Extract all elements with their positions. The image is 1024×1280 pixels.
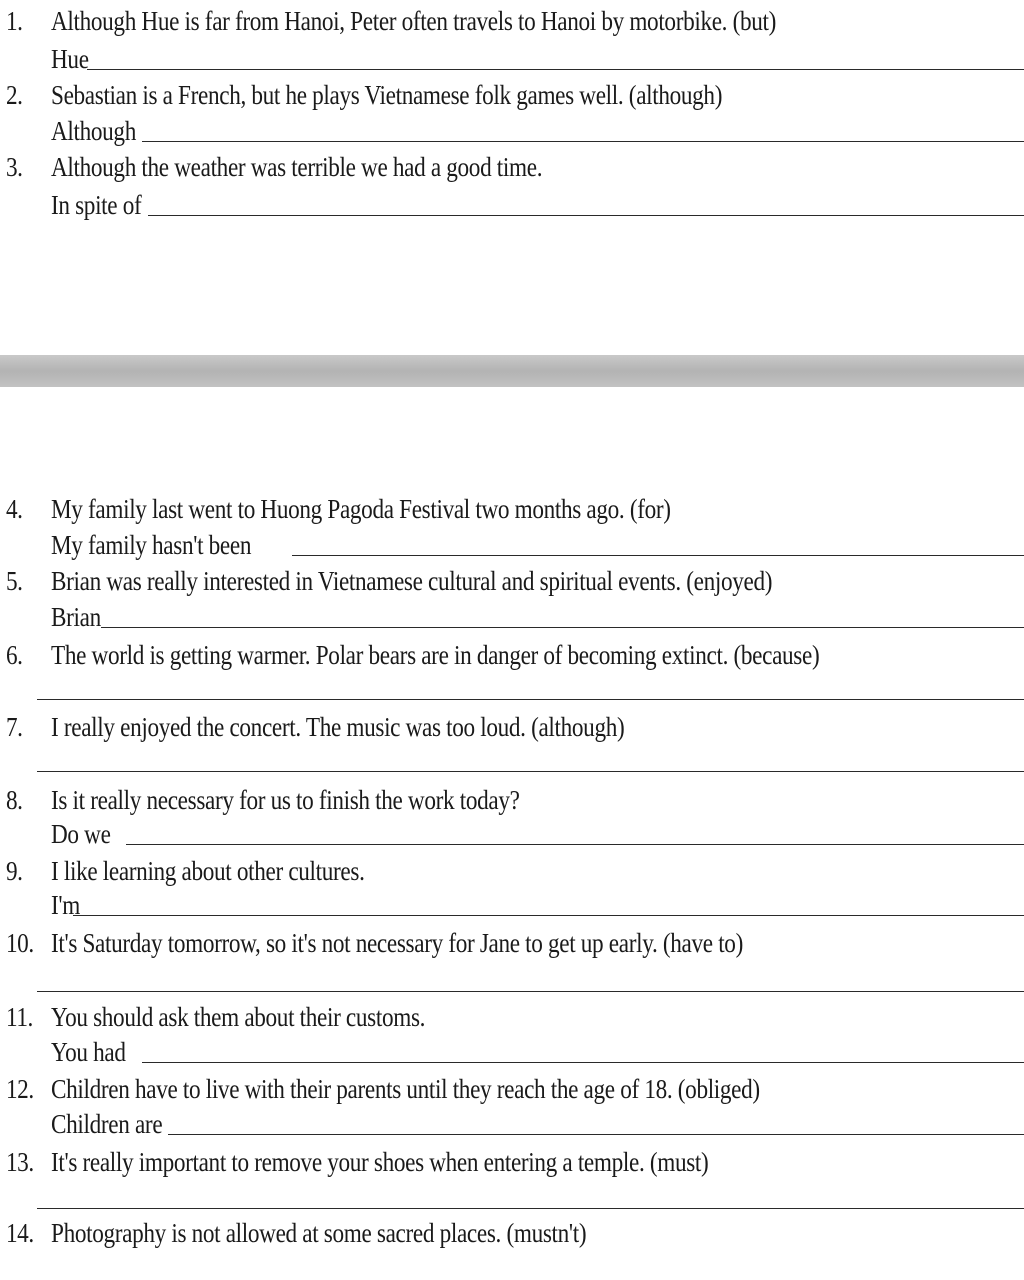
answer-stem: Brian — [51, 602, 101, 632]
question-prompt: Sebastian is a French, but he plays Vietnamese folk games well. (although) — [51, 80, 723, 110]
question-prompt: Brian was really interested in Vietnamese cultural and spiritual events. (enjoyed) — [51, 566, 773, 596]
answer-stem: In spite of — [51, 190, 142, 220]
question-number: 4. — [6, 494, 23, 524]
question-prompt: Although the weather was terrible we had a good time. — [51, 152, 543, 182]
question-prompt: My family last went to Huong Pagoda Festival two months ago. (for) — [51, 494, 671, 524]
answer-stem: I'm — [51, 890, 80, 920]
question-number: 7. — [6, 712, 23, 742]
answer-blank[interactable] — [168, 1133, 1024, 1135]
answer-stem: Although — [51, 116, 136, 146]
question-prompt: Is it really necessary for us to finish the work today? — [51, 785, 520, 815]
page-gap — [0, 387, 1024, 487]
question-number: 11. — [6, 1002, 33, 1032]
worksheet-top-section — [0, 0, 1024, 355]
question-number: 12. — [6, 1074, 34, 1104]
answer-line[interactable] — [51, 1035, 1024, 1069]
answer-line[interactable] — [51, 114, 1024, 148]
answer-stem: You had — [51, 1037, 126, 1067]
question-number: 1. — [6, 6, 23, 36]
question-number: 2. — [6, 80, 23, 110]
answer-stem: Do we — [51, 819, 111, 849]
question-number: 5. — [6, 566, 23, 596]
answer-blank[interactable] — [73, 914, 1024, 916]
answer-line[interactable] — [51, 888, 1024, 922]
answer-line[interactable] — [51, 672, 1024, 706]
answer-line[interactable] — [51, 964, 1024, 998]
answer-line[interactable] — [51, 744, 1024, 778]
answer-line[interactable] — [51, 528, 1024, 562]
question-prompt: Children have to live with their parents until they reach the age of 18. (obliged) — [51, 1074, 760, 1104]
answer-stem: My family hasn't been — [51, 530, 252, 560]
answer-blank[interactable] — [37, 1207, 1024, 1209]
question-number: 9. — [6, 856, 23, 886]
answer-blank[interactable] — [142, 140, 1024, 142]
answer-line[interactable] — [51, 600, 1024, 634]
answer-blank[interactable] — [37, 698, 1024, 700]
answer-line[interactable] — [51, 1181, 1024, 1215]
question-prompt: Photography is not allowed at some sacred places. (mustn't) — [51, 1218, 587, 1248]
answer-line[interactable] — [51, 188, 1024, 222]
question-prompt: It's really important to remove your shoes when entering a temple. (must) — [51, 1147, 709, 1177]
answer-blank[interactable] — [101, 626, 1024, 628]
answer-line[interactable] — [51, 817, 1024, 851]
answer-stem: Children are — [51, 1109, 163, 1139]
answer-blank[interactable] — [87, 68, 1024, 70]
question-prompt: Although Hue is far from Hanoi, Peter often travels to Hanoi by motorbike. (but) — [51, 6, 777, 36]
answer-blank[interactable] — [148, 214, 1024, 216]
answer-line[interactable] — [51, 1107, 1024, 1141]
answer-stem: Hue — [51, 44, 89, 74]
question-prompt: It's Saturday tomorrow, so it's not necessary for Jane to get up early. (have to) — [51, 928, 743, 958]
question-prompt: The world is getting warmer. Polar bears are in danger of becoming extinct. (because) — [51, 640, 820, 670]
question-number: 8. — [6, 785, 23, 815]
answer-blank[interactable] — [126, 843, 1024, 845]
question-number: 6. — [6, 640, 23, 670]
answer-line[interactable] — [51, 42, 1024, 76]
question-prompt: You should ask them about their customs. — [51, 1002, 426, 1032]
question-prompt: I really enjoyed the concert. The music was too loud. (although) — [51, 712, 625, 742]
question-number: 3. — [6, 152, 23, 182]
answer-blank[interactable] — [292, 554, 1024, 556]
answer-blank[interactable] — [142, 1061, 1024, 1063]
answer-blank[interactable] — [37, 770, 1024, 772]
answer-blank[interactable] — [37, 990, 1024, 992]
question-prompt: I like learning about other cultures. — [51, 856, 365, 886]
question-number: 14. — [6, 1218, 34, 1248]
page-divider — [0, 355, 1024, 387]
question-number: 13. — [6, 1147, 34, 1177]
question-number: 10. — [6, 928, 34, 958]
